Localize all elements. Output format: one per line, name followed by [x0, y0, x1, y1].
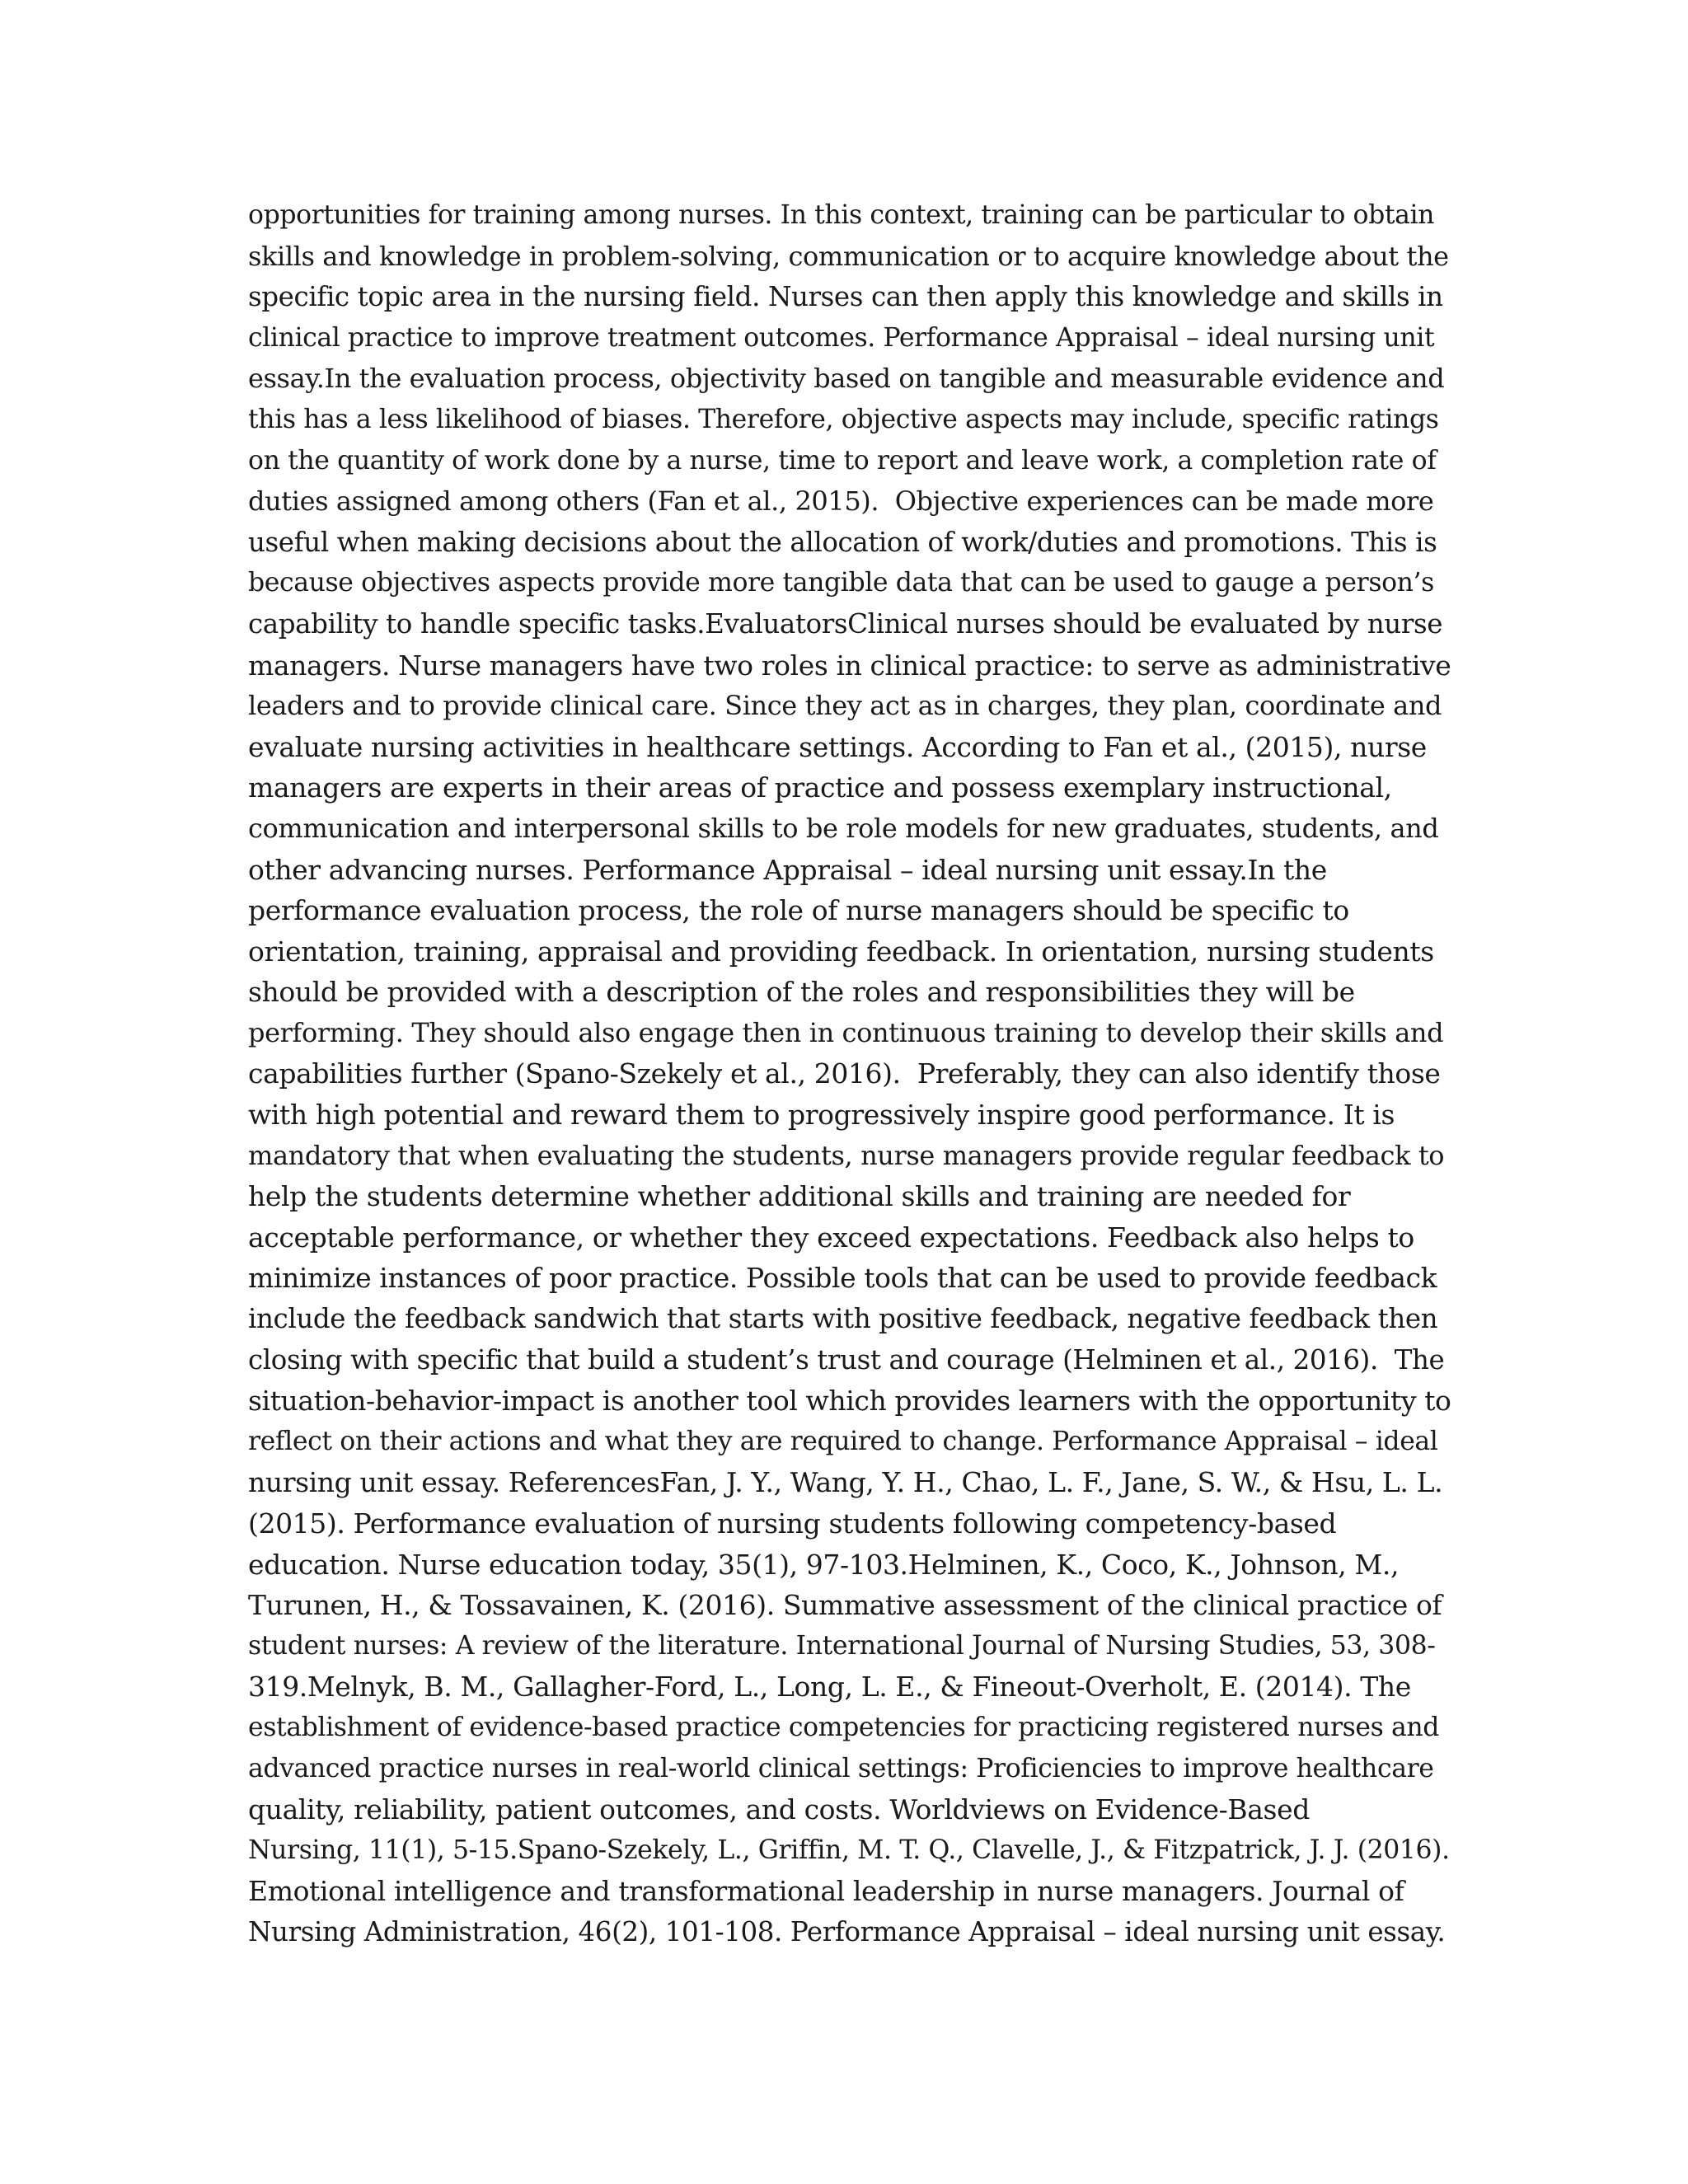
- text-line: other advancing nurses. Performance Appraisal – ideal nursing unit essay.In the: [248, 853, 1327, 886]
- text-line: education. Nurse education today, 35(1), 97-103.Helminen, K., Coco, K., Johnson, M.,: [248, 1548, 1400, 1581]
- text-line: communication and interpersonal skills to be role models for new graduates, students, and: [248, 812, 1439, 844]
- text-line: establishment of evidence-based practice competencies for practicing registered nurses and: [248, 1712, 1440, 1742]
- text-line: situation-behavior-impact is another tool which provides learners with the opportunity to: [248, 1385, 1451, 1418]
- text-line: quality, reliability, patient outcomes, and costs. Worldviews on Evidence-Based: [248, 1793, 1310, 1826]
- text-line: with high potential and reward them to progressively inspire good performance. It is: [248, 1099, 1395, 1132]
- text-line: mandatory that when evaluating the students, nurse managers provide regular feedback to: [248, 1139, 1445, 1171]
- text-line: managers are experts in their areas of practice and possess exemplary instructional,: [248, 771, 1392, 804]
- text-line: capability to handle specific tasks.EvaluatorsClinical nurses should be evaluated by nurse: [248, 607, 1443, 640]
- text-line: reflect on their actions and what they are required to change. Performance Appraisal – ideal: [248, 1426, 1438, 1456]
- text-line: should be provided with a description of the roles and responsibilities they will be: [248, 976, 1355, 1009]
- text-line: Turunen, H., & Tossavainen, K. (2016). Summative assessment of the clinical practice of: [248, 1589, 1442, 1622]
- text-line: because objectives aspects provide more tangible data that can be used to gauge a person’s: [248, 568, 1434, 598]
- text-line: 319.Melnyk, B. M., Gallagher-Ford, L., Long, L. E., & Fineout-Overholt, E. (2014). The: [248, 1671, 1411, 1704]
- text-line: on the quantity of work done by a nurse, time to report and leave work, a completion rate of: [248, 445, 1437, 476]
- text-line: student nurses: A review of the literature. International Journal of Nursing Studies, 53, 308-: [248, 1630, 1436, 1661]
- text-line: leaders and to provide clinical care. Since they act as in charges, they plan, coordinate and: [248, 690, 1442, 722]
- text-line: help the students determine whether additional skills and training are needed for: [248, 1180, 1351, 1213]
- text-line: minimize instances of poor practice. Possible tools that can be used to provide feedback: [248, 1262, 1437, 1295]
- text-line: capabilities further (Spano-Szekely et al., 2016). Preferably, they can also identify those: [248, 1057, 1441, 1090]
- text-line: closing with specific that build a student’s trust and courage (Helminen et al., 2016). The: [248, 1343, 1445, 1376]
- text-line: managers. Nurse managers have two roles in clinical practice: to serve as administrative: [248, 649, 1451, 682]
- text-line: acceptable performance, or whether they exceed expectations. Feedback also helps to: [248, 1221, 1414, 1254]
- text-line: nursing unit essay. ReferencesFan, J. Y., Wang, Y. H., Chao, L. F., Jane, S. W., & Hsu, L. L.: [248, 1466, 1443, 1499]
- text-line: specific topic area in the nursing field. Nurses can then apply this knowledge and skills in: [248, 281, 1443, 313]
- text-line: Emotional intelligence and transformational leadership in nurse managers. Journal of: [248, 1875, 1404, 1908]
- text-line: Nursing, 11(1), 5-15.Spano-Szekely, L., Griffin, M. T. Q., Clavelle, J., & Fitzpatrick, J. J. (2016).: [248, 1835, 1450, 1865]
- text-line: orientation, training, appraisal and providing feedback. In orientation, nursing students: [248, 935, 1434, 968]
- body-text: [248, 195, 1451, 1953]
- text-line: clinical practice to improve treatment outcomes. Performance Appraisal – ideal nursing unit: [248, 322, 1435, 353]
- text-line: performance evaluation process, the role of nurse managers should be specific to: [248, 894, 1349, 927]
- text-line: useful when making decisions about the allocation of work/duties and promotions. This is: [248, 526, 1437, 558]
- text-line: evaluate nursing activities in healthcare settings. According to Fan et al., (2015), nurse: [248, 730, 1427, 763]
- text-line: opportunities for training among nurses. In this context, training can be particular to obtain: [248, 200, 1435, 230]
- text-line: (2015). Performance evaluation of nursing students following competency-based: [248, 1507, 1337, 1540]
- text-line: Nursing Administration, 46(2), 101-108. Performance Appraisal – ideal nursing unit essay.: [248, 1915, 1446, 1947]
- text-line: duties assigned among others (Fan et al., 2015). Objective experiences can be made more: [248, 485, 1434, 518]
- text-line: include the feedback sandwich that starts with positive feedback, negative feedback then: [248, 1303, 1438, 1335]
- text-line: essay.In the evaluation process, objectivity based on tangible and measurable evidence and: [248, 363, 1445, 395]
- text-line: performing. They should also engage then in continuous training to develop their skills and: [248, 1016, 1444, 1048]
- text-line: this has a less likelihood of biases. Therefore, objective aspects may include, specific ratings: [248, 404, 1439, 434]
- text-line: advanced practice nurses in real-world clinical settings: Proficiencies to improve healthcare: [248, 1753, 1434, 1783]
- text-line: skills and knowledge in problem-solving, communication or to acquire knowledge about the: [248, 240, 1449, 272]
